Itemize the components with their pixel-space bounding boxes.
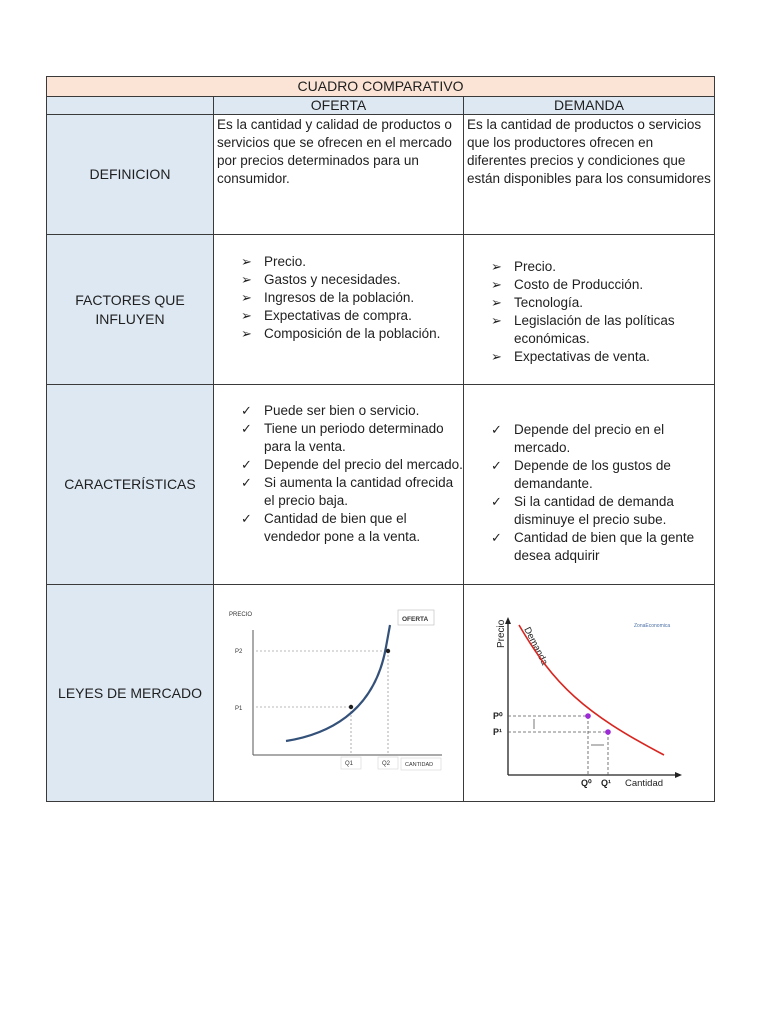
row-label-leyes: LEYES DE MERCADO [47,585,214,802]
arrow-bullet-icon: ➢ [491,349,502,364]
oferta-p1-label: P1 [235,706,243,712]
demanda-x-arrow-icon [675,772,682,778]
row-definicion [47,115,715,235]
table-title: CUADRO COMPARATIVO [47,77,715,97]
factores-demanda-item-text: Expectativas de venta. [514,349,650,364]
factores-oferta-item-text: Precio. [264,254,307,269]
factores-oferta-item-text: Ingresos de la población. [264,290,415,305]
demanda-chart-cell [464,585,715,802]
caracteristicas-oferta-item-text: Si aumenta la cantidad ofrecida el precio baja. [264,475,454,508]
demanda-chart [464,585,714,801]
caracteristicas-demanda-item-text: Depende del precio en el mercado. [514,422,665,455]
demanda-q0-label: Q⁰ [581,778,592,788]
oferta-point-1 [349,705,353,709]
caracteristicas-oferta-item [214,474,463,510]
demanda-curve-label: Demanda [521,625,550,668]
caracteristicas-demanda [464,385,715,585]
caracteristicas-demanda-item [464,529,714,565]
factores-oferta-list [214,253,463,343]
caracteristicas-demanda-item [464,493,714,529]
header-empty-cell [47,97,214,115]
factores-oferta-item-text: Expectativas de compra. [264,308,412,323]
check-bullet-icon: ✓ [241,421,252,436]
check-bullet-icon: ✓ [241,457,252,472]
demanda-q1-label: Q¹ [601,778,611,788]
check-bullet-icon: ✓ [491,494,502,509]
factores-oferta-item [214,289,463,307]
row-label-definicion: DEFINICION [47,115,214,235]
demanda-x-axis-label: Cantidad [625,778,664,789]
demanda-point-1 [605,729,611,735]
demanda-watermark: ZonaEconomica [634,623,671,629]
row-caracteristicas [47,385,715,585]
factores-demanda-item [464,276,714,294]
caracteristicas-oferta-item [214,402,463,420]
arrow-bullet-icon: ➢ [241,308,252,323]
oferta-chart [214,585,463,801]
caracteristicas-oferta-item [214,510,463,546]
factores-oferta-item [214,271,463,289]
check-bullet-icon: ✓ [491,530,502,545]
factores-demanda-item [464,258,714,276]
row-label-caracteristicas: CARACTERÍSTICAS [47,385,214,585]
oferta-curve-label: OFERTA [402,616,429,623]
caracteristicas-demanda-item [464,457,714,493]
oferta-supply-curve [286,625,390,741]
caracteristicas-demanda-list [464,421,714,565]
arrow-bullet-icon: ➢ [491,259,502,274]
arrow-bullet-icon: ➢ [241,272,252,287]
title-row [47,77,715,97]
header-demanda: DEMANDA [464,97,715,115]
factores-demanda-item-text: Precio. [514,259,557,274]
header-row [47,97,715,115]
oferta-chart-cell [214,585,464,802]
caracteristicas-oferta-item-text: Cantidad de bien que el vendedor pone a la venta. [264,511,421,544]
caracteristicas-oferta-item-text: Depende del precio del mercado. [264,457,463,472]
row-label-factores: FACTORES QUE INFLUYEN [47,235,214,385]
arrow-bullet-icon: ➢ [241,254,252,269]
caracteristicas-oferta [214,385,464,585]
caracteristicas-oferta-item [214,456,463,474]
oferta-point-2 [386,649,390,653]
caracteristicas-demanda-item-text: Depende de los gustos de demandante. [514,458,671,491]
oferta-q1-label: Q1 [345,761,354,767]
caracteristicas-oferta-item-text: Puede ser bien o servicio. [264,403,420,418]
factores-oferta-item [214,253,463,271]
demanda-y-axis-label: Precio [496,619,507,648]
check-bullet-icon: ✓ [491,458,502,473]
factores-demanda-item-text: Tecnología. [514,295,584,310]
arrow-bullet-icon: ➢ [241,290,252,305]
check-bullet-icon: ✓ [241,475,252,490]
factores-demanda-item [464,348,714,366]
factores-demanda-list [464,258,714,366]
factores-oferta [214,235,464,385]
demanda-p0-label: P⁰ [493,711,503,721]
demanda-chart-background [491,614,678,790]
caracteristicas-demanda-item-text: Si la cantidad de demanda disminuye el precio sube. [514,494,674,527]
header-oferta: OFERTA [214,97,464,115]
caracteristicas-oferta-item [214,420,463,456]
comparison-table [46,76,715,802]
check-bullet-icon: ✓ [241,403,252,418]
oferta-q2-label: Q2 [382,761,391,767]
arrow-bullet-icon: ➢ [491,313,502,328]
factores-demanda-item-text: Costo de Producción. [514,277,644,292]
arrow-bullet-icon: ➢ [491,295,502,310]
factores-oferta-item [214,325,463,343]
factores-oferta-item [214,307,463,325]
arrow-bullet-icon: ➢ [491,277,502,292]
caracteristicas-demanda-item [464,421,714,457]
row-leyes [47,585,715,802]
definicion-oferta: Es la cantidad y calidad de productos o servicios que se ofrecen en el mercado por precios determinados para un consumidor. [214,115,464,235]
oferta-p2-label: P2 [235,649,243,655]
row-factores [47,235,715,385]
definicion-demanda: Es la cantidad de productos o servicios que los productores ofrecen en diferentes precios y condiciones que están disponibles para los consumidores [464,115,715,235]
factores-demanda [464,235,715,385]
oferta-y-axis-label: PRECIO [229,612,253,618]
caracteristicas-demanda-item-text: Cantidad de bien que la gente desea adquirir [514,530,695,563]
factores-oferta-item-text: Gastos y necesidades. [264,272,401,287]
check-bullet-icon: ✓ [241,511,252,526]
demanda-p1-label: P¹ [493,727,502,737]
oferta-x-axis-label: CANTIDAD [405,762,434,768]
factores-demanda-item [464,312,714,348]
arrow-bullet-icon: ➢ [241,326,252,341]
demanda-point-0 [585,713,591,719]
factores-demanda-item-text: Legislación de las políticas económicas. [514,313,675,346]
caracteristicas-oferta-item-text: Tiene un periodo determinado para la venta. [264,421,444,454]
factores-oferta-item-text: Composición de la población. [264,326,441,341]
check-bullet-icon: ✓ [491,422,502,437]
factores-demanda-item [464,294,714,312]
caracteristicas-oferta-list [214,402,463,546]
